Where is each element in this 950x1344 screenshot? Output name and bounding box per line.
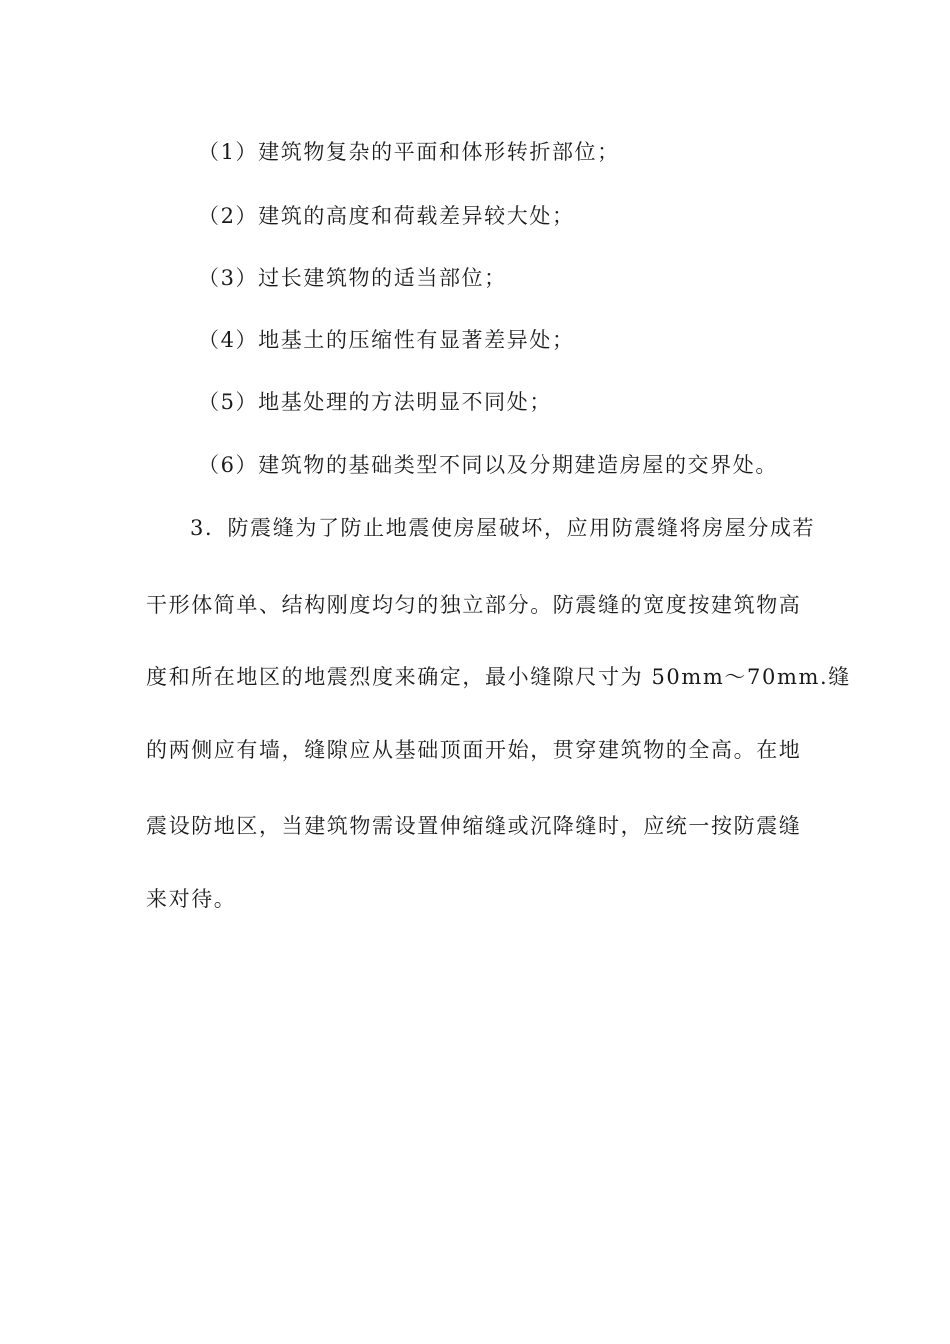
paragraph-line: 来对待。 [146, 887, 237, 911]
list-item: （2）建筑的高度和荷载差异较大处； [198, 204, 575, 228]
list-item: （5）地基处理的方法明显不同处； [198, 390, 552, 414]
paragraph-line: 3．防震缝为了防止地震使房屋破坏，应用防震缝将房屋分成若 [190, 516, 816, 540]
list-item: （6）建筑物的基础类型不同以及分期建造房屋的交界处。 [198, 453, 778, 477]
list-item: （4）地基土的压缩性有显著差异处； [198, 328, 575, 352]
paragraph-line: 度和所在地区的地震烈度来确定，最小缝隙尺寸为 50mm～70mm.缝 [146, 665, 851, 689]
list-item: （1）建筑物复杂的平面和体形转折部位； [198, 140, 620, 164]
paragraph-line: 的两侧应有墙，缝隙应从基础顶面开始，贯穿建筑物的全高。在地 [146, 738, 802, 762]
list-item: （3）过长建筑物的适当部位； [198, 266, 507, 290]
paragraph-line: 干形体简单、结构刚度均匀的独立部分。防震缝的宽度按建筑物高 [146, 593, 802, 617]
paragraph-line: 震设防地区，当建筑物需设置伸缩缝或沉降缝时，应统一按防震缝 [146, 814, 802, 838]
